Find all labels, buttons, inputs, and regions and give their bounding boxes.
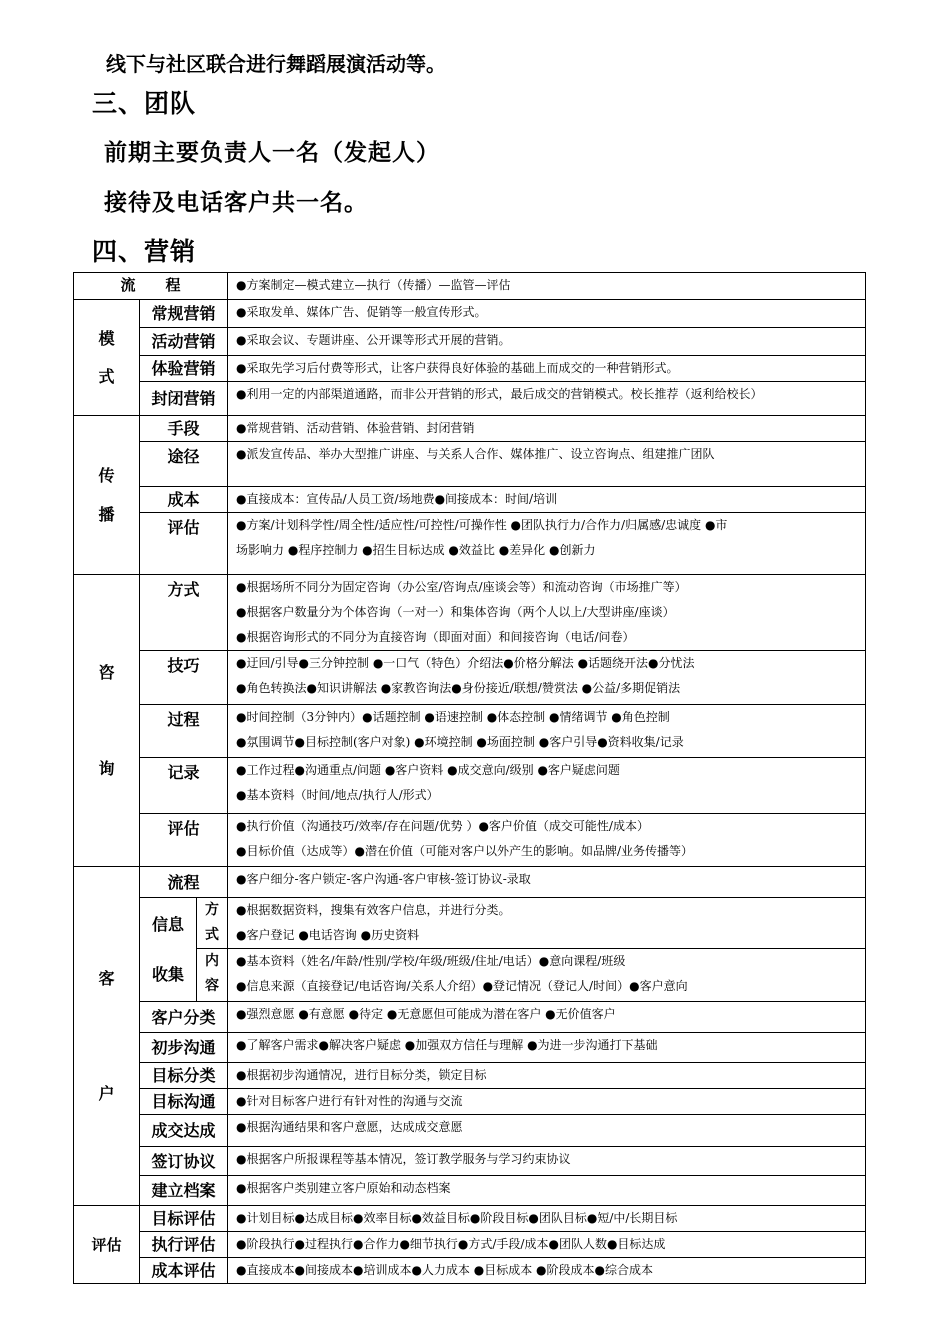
content-line: ●根据客户数量分为个体咨询（一对一）和集体咨询（两个人以上/大型讲座/座谈）: [236, 605, 675, 619]
mode-row-label: 活动营销: [140, 328, 228, 356]
mode-row-content: ●采取会议、专题讲座、公开课等形式开展的营销。: [228, 328, 866, 356]
mode-row-content: ●采取发单、媒体广告、促销等一般宣传形式。: [228, 300, 866, 328]
info-way-label: [197, 898, 228, 949]
section-mode-label-b: 式: [98, 367, 115, 387]
mode-row-content: ●采取先学习后付费等形式，让客户获得良好体验的基础上而成交的一种营销形式。: [228, 356, 866, 382]
intro-line: 线下与社区联合进行舞蹈展演活动等。: [106, 52, 446, 76]
section-spread-label-b: 播: [98, 504, 115, 524]
table-row: [74, 328, 866, 356]
evaluation-row-content: ●阶段执行●过程执行●合作力●细节执行●方式/手段/成本●团队人数●目标达成: [228, 1232, 866, 1258]
content-line: 场影响力 ●程序控制力 ●招生目标达成 ●效益比 ●差异化 ●创新力: [236, 543, 596, 557]
table-row: [74, 1258, 866, 1284]
consult-row-content: [228, 814, 866, 867]
customer-row-label: 成交达成: [140, 1115, 228, 1147]
info-content-label-b: 容: [205, 978, 220, 994]
customer-row-label: 签订协议: [140, 1147, 228, 1176]
table-row-flow: [74, 273, 866, 300]
table-row: [74, 513, 866, 575]
consult-row-content: [228, 705, 866, 758]
customer-row-label: 初步沟通: [140, 1033, 228, 1063]
table-row: [74, 867, 866, 898]
consult-row-label: 过程: [140, 705, 228, 758]
table-row: [74, 898, 866, 949]
table-row: [74, 1063, 866, 1089]
section-customer-label-b: 户: [98, 1083, 115, 1103]
spread-row-label: 成本: [140, 487, 228, 513]
table-row: [74, 1002, 866, 1033]
content-line: ●时间控制（3分钟内）●话题控制 ●语速控制 ●体态控制 ●情绪调节 ●角色控制: [236, 710, 670, 724]
content-line: ●根据数据资料，搜集有效客户信息，并进行分类。: [236, 903, 511, 917]
heading-team: 三、团队: [92, 89, 197, 118]
table-row: [74, 356, 866, 382]
info-collect-label: [140, 898, 197, 1002]
consult-row-label: 评估: [140, 814, 228, 867]
info-content-label: [197, 949, 228, 1002]
spread-row-label: 途径: [140, 442, 228, 487]
table-row: [74, 1115, 866, 1147]
table-row: [74, 705, 866, 758]
table-row: [74, 1176, 866, 1206]
table-row: [74, 442, 866, 487]
content-line: ●基本资料（时间/地点/执行人/形式）: [236, 788, 439, 802]
table-row: [74, 1033, 866, 1063]
flow-content: ●方案制定—模式建立—执行（传播）—监管—评估: [228, 273, 866, 300]
customer-row-content: ●根据客户所报课程等基本情况，签订教学服务与学习约束协议: [228, 1147, 866, 1176]
marketing-table: [73, 272, 866, 1284]
content-line: ●根据咨询形式的不同分为直接咨询（即面对面）和间接咨询（电话/问卷）: [236, 630, 635, 644]
spread-row-content: [228, 513, 866, 575]
info-way-label-b: 式: [205, 927, 220, 943]
team-line-1: 前期主要负责人一名（发起人）: [104, 140, 440, 166]
customer-row-label: 客户分类: [140, 1002, 228, 1033]
table-row: [74, 300, 866, 328]
content-line: ●目标价值（达成等）●潜在价值（可能对客户以外产生的影响。如品牌/业务传播等）: [236, 844, 694, 858]
table-row: [74, 1206, 866, 1232]
team-line-2: 接待及电话客户共一名。: [104, 190, 368, 216]
table-row: [74, 1147, 866, 1176]
content-line: ●迂回/引导●三分钟控制 ●一口气（特色）介绍法●价格分解法 ●话题绕开法●分忧法: [236, 656, 695, 670]
content-line: ●基本资料（姓名/年龄/性别/学校/年级/班级/住址/电话）●意向课程/班级: [236, 954, 626, 968]
section-customer: [74, 867, 140, 1206]
consult-row-content: [228, 758, 866, 814]
section-customer-label-a: 客: [98, 968, 115, 988]
info-content-content: [228, 949, 866, 1002]
content-line: ●角色转换法●知识讲解法 ●家教咨询法●身份接近/联想/赞赏法 ●公益/多期促销法: [236, 681, 681, 695]
evaluation-row-content: ●计划目标●达成目标●效率目标●效益目标●阶段目标●团队目标●短/中/长期目标: [228, 1206, 866, 1232]
customer-row-content: ●强烈意愿 ●有意愿 ●待定 ●无意愿但可能成为潜在客户 ●无价值客户: [228, 1002, 866, 1033]
customer-row-label: 目标沟通: [140, 1089, 228, 1115]
table-row: [74, 651, 866, 705]
info-way-content: [228, 898, 866, 949]
section-mode-label-a: 模: [98, 328, 115, 348]
mode-row-content: ●利用一定的内部渠道通路，而非公开营销的形式，最后成交的营销模式。校长推荐（返利给校长）: [228, 382, 866, 416]
table-row: [74, 487, 866, 513]
consult-row-label: 技巧: [140, 651, 228, 705]
section-consult-label-a: 咨: [98, 662, 115, 682]
mode-row-label: 体验营销: [140, 356, 228, 382]
table-row: [74, 382, 866, 416]
content-line: ●氛围调节●目标控制(客户对象) ●环境控制 ●场面控制 ●客户引导●资料收集/记录: [236, 735, 684, 749]
info-content-label-a: 内: [205, 953, 220, 969]
table-row: [74, 575, 866, 651]
evaluation-row-label: 成本评估: [140, 1258, 228, 1284]
content-line: ●根据场所不同分为固定咨询（办公室/咨询点/座谈会等）和流动咨询（市场推广等）: [236, 580, 687, 594]
content-line: ●执行价值（沟通技巧/效率/存在问题/优势 ）●客户价值（成交可能性/成本）: [236, 819, 649, 833]
info-collect-label-a: 信息: [151, 914, 184, 934]
customer-row-content: ●根据初步沟通情况，进行目标分类，锁定目标: [228, 1063, 866, 1089]
content-line: ●客户登记 ●电话咨询 ●历史资料: [236, 928, 420, 942]
customer-row-label: 建立档案: [140, 1176, 228, 1206]
section-evaluation: 评估: [74, 1206, 140, 1284]
spread-row-content: ●派发宣传品、举办大型推广讲座、与关系人合作、媒体推广、设立咨询点、组建推广团队: [228, 442, 866, 487]
mode-row-label: 常规营销: [140, 300, 228, 328]
table-row: [74, 758, 866, 814]
section-consult: [74, 575, 140, 867]
customer-row-content: ●了解客户需求●解决客户疑虑 ●加强双方信任与理解 ●为进一步沟通打下基础: [228, 1033, 866, 1063]
consult-row-label: 方式: [140, 575, 228, 651]
content-line: ●工作过程●沟通重点/问题 ●客户资料 ●成交意向/级别 ●客户疑虑问题: [236, 763, 620, 777]
evaluation-row-label: 目标评估: [140, 1206, 228, 1232]
customer-row-content: ●根据沟通结果和客户意愿，达成成交意愿: [228, 1115, 866, 1147]
content-line: ●信息来源（直接登记/电话咨询/关系人介绍）●登记情况（登记人/时间）●客户意向: [236, 979, 688, 993]
customer-row-content: ●根据客户类别建立客户原始和动态档案: [228, 1176, 866, 1206]
section-consult-label-b: 询: [98, 758, 115, 778]
mode-row-label: 封闭营销: [140, 382, 228, 416]
info-way-label-a: 方: [205, 902, 220, 918]
spread-row-label: 手段: [140, 416, 228, 442]
consult-row-label: 记录: [140, 758, 228, 814]
customer-row-label: 目标分类: [140, 1063, 228, 1089]
spread-row-label: 评估: [140, 513, 228, 575]
consult-row-content: [228, 651, 866, 705]
heading-marketing: 四、营销: [92, 237, 197, 266]
content-line: ●方案/计划科学性/周全性/适应性/可控性/可操作性 ●团队执行力/合作力/归属感/忠诚度 ●市: [236, 518, 728, 532]
spread-row-content: ●常规营销、活动营销、体验营销、封闭营销: [228, 416, 866, 442]
spread-row-content: ●直接成本：宣传品/人员工资/场地费●间接成本：时间/培训: [228, 487, 866, 513]
customer-process-content: ●客户细分-客户锁定-客户沟通-客户审核-签订协议-录取: [228, 867, 866, 898]
customer-process-label: 流程: [140, 867, 228, 898]
section-mode: [74, 300, 140, 416]
flow-label: 流 程: [74, 273, 228, 300]
table-row: [74, 814, 866, 867]
consult-row-content: [228, 575, 866, 651]
table-row: [74, 416, 866, 442]
info-collect-label-b: 收集: [151, 964, 184, 984]
table-row: [74, 1089, 866, 1115]
table-row: [74, 1232, 866, 1258]
section-spread: [74, 416, 140, 575]
evaluation-row-content: ●直接成本●间接成本●培训成本●人力成本 ●目标成本 ●阶段成本●综合成本: [228, 1258, 866, 1284]
customer-row-content: ●针对目标客户进行有针对性的沟通与交流: [228, 1089, 866, 1115]
section-spread-label-a: 传: [98, 466, 115, 486]
evaluation-row-label: 执行评估: [140, 1232, 228, 1258]
